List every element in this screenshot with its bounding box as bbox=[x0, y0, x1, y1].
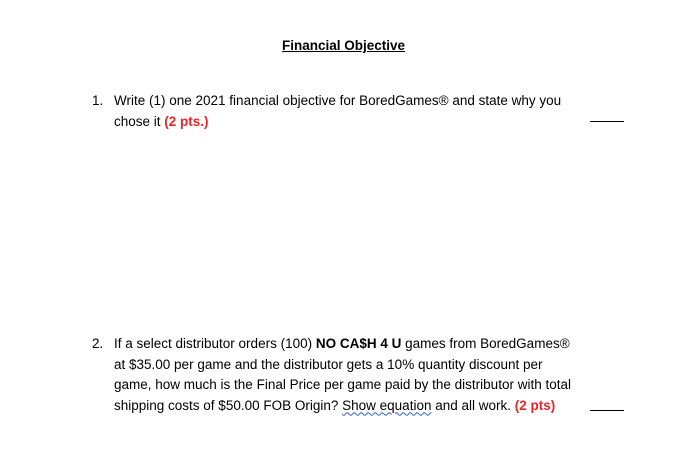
question-1 bbox=[92, 91, 582, 132]
points-label: (2 pts.) bbox=[164, 113, 209, 129]
question-prompt-end: and all work. bbox=[435, 397, 512, 413]
answer-blank-2 bbox=[590, 410, 624, 411]
question-number: 2. bbox=[92, 336, 104, 351]
page-title: Financial Objective bbox=[281, 38, 406, 53]
points-label: (2 pts) bbox=[514, 397, 556, 413]
answer-blank-1 bbox=[590, 121, 624, 122]
question-prompt: If a select distributor orders (100) bbox=[114, 336, 313, 351]
question-number: 1. bbox=[92, 93, 104, 108]
show-equation-text: Show equation bbox=[342, 397, 432, 413]
question-prompt-continued: games from BoredGames® at $35.00 per game and the distributor gets a 10% quantity discount per game, how much is the Final Price per game paid by the distributor with total shipping costs of $50.00 FOB Origin? bbox=[114, 336, 571, 413]
question-prompt: Write (1) one 2021 financial objective for BoredGames® and state why you chose it bbox=[114, 93, 562, 129]
question-2 bbox=[92, 334, 582, 416]
game-name: NO CA$H 4 U bbox=[315, 336, 402, 351]
question-text bbox=[114, 91, 582, 132]
question-text bbox=[114, 334, 582, 416]
